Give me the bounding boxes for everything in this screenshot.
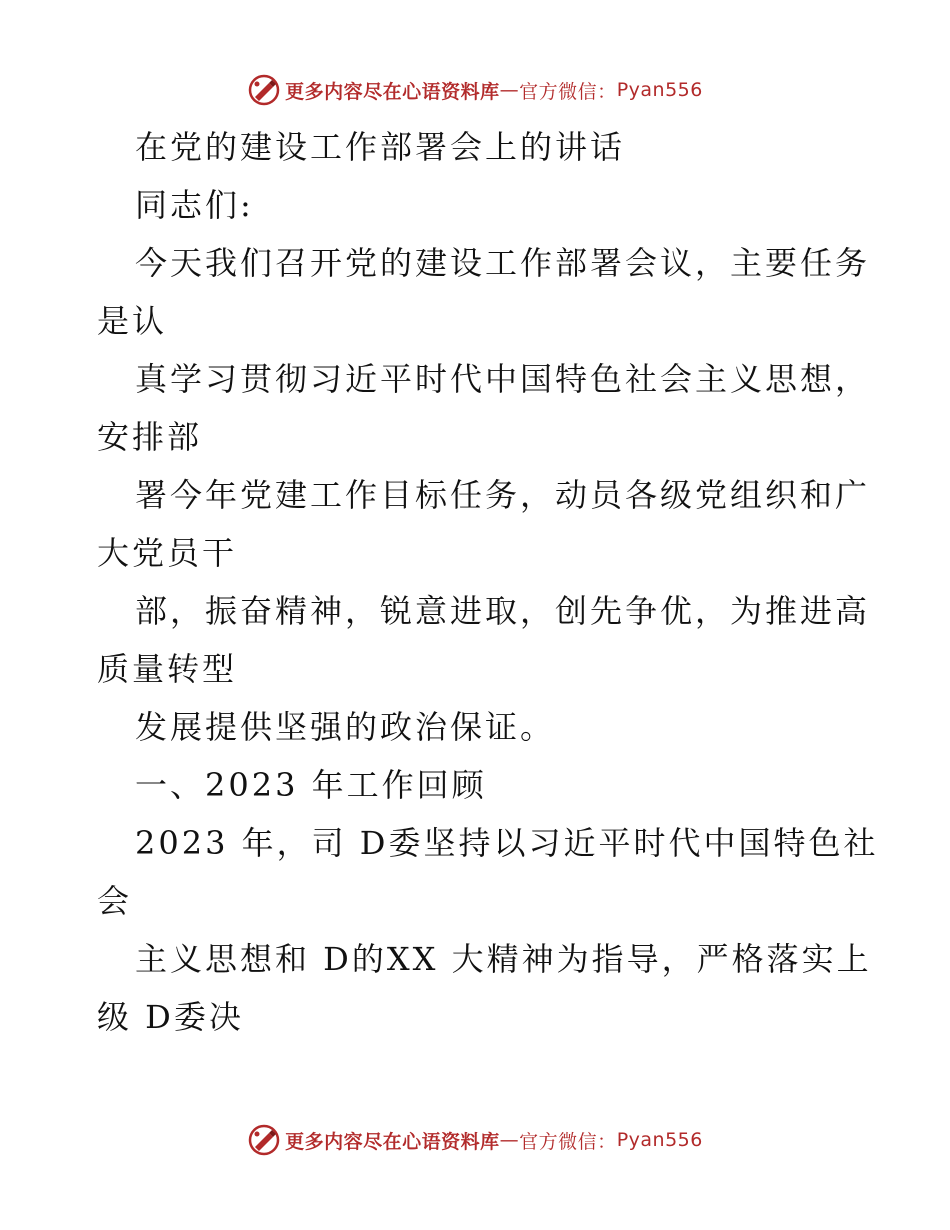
watermark-wechat-label: 官方微信： [519,80,617,103]
pen-seal-icon [247,73,281,107]
watermark-dash: — [499,1129,520,1151]
body-line: 级 D委决 [97,998,244,1036]
body-line: 大党员干 [97,534,238,572]
document-title: 在党的建设工作部署会上的讲话 [135,128,626,166]
header-watermark [0,70,950,110]
body-line: 署今年党建工作目标任务，动员各级党组织和广 [135,476,871,514]
body-line: 今天我们召开党的建设工作部署会议，主要任务 [135,244,871,282]
section-heading: 一、2023 年工作回顾 [135,766,487,804]
body-line: 安排部 [97,418,203,456]
body-line: 真学习贯彻习近平时代中国特色社会主义思想， [135,360,871,398]
watermark-wechat-id: Pyan556 [616,1129,703,1151]
watermark-dash: — [499,79,520,101]
body-line: 质量转型 [97,650,238,688]
watermark-site-text: 更多内容尽在心语资料库 [285,80,500,103]
pen-seal-icon [247,1123,281,1157]
watermark-site-text: 更多内容尽在心语资料库 [285,1130,500,1153]
body-line: 发展提供坚强的政治保证。 [135,708,556,746]
salutation: 同志们: [135,186,254,224]
body-line: 部，振奋精神，锐意进取，创先争优，为推进高 [135,592,871,630]
footer-watermark [0,1120,950,1160]
body-line: 主义思想和 D的XX 大精神为指导，严格落实上 [135,940,872,978]
watermark-wechat-label: 官方微信： [519,1130,617,1153]
body-line: 是认 [97,302,168,340]
body-line: 2023 年，司 D委坚持以习近平时代中国特色社 [135,824,879,862]
body-line: 会 [97,882,133,920]
watermark-wechat-id: Pyan556 [616,79,703,101]
